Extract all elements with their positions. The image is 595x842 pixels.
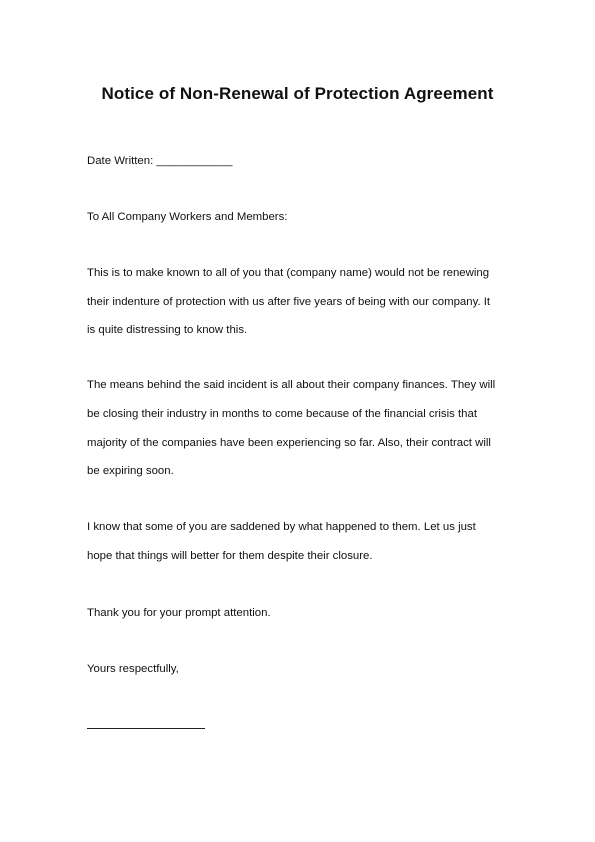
paragraph-line: be closing their industry in months to come because of the financial crisis that bbox=[87, 408, 478, 420]
paragraph-line: This is to make known to all of you that (company name) would not be renewing bbox=[87, 267, 490, 279]
paragraph-line: I know that some of you are saddened by what happened to them. Let us just bbox=[87, 521, 476, 533]
paragraph-line: be expiring soon. bbox=[87, 465, 174, 477]
paragraph-line: their indenture of protection with us after five years of being with our company. It bbox=[87, 296, 491, 308]
salutation: To All Company Workers and Members: bbox=[87, 211, 288, 223]
paragraph-line: is quite distressing to know this. bbox=[87, 324, 248, 336]
paragraph-line: The means behind the said incident is all about their company finances. They will bbox=[87, 379, 496, 391]
signature-line bbox=[87, 728, 205, 729]
closing-line: Yours respectfully, bbox=[87, 663, 179, 675]
paragraph-line: hope that things will better for them despite their closure. bbox=[87, 550, 373, 562]
document-title: Notice of Non-Renewal of Protection Agreement bbox=[101, 84, 494, 103]
thank-you-line: Thank you for your prompt attention. bbox=[87, 607, 271, 619]
date-written-line: Date Written: ____________ bbox=[87, 155, 233, 167]
paragraph-line: majority of the companies have been experiencing so far. Also, their contract will bbox=[87, 437, 491, 449]
